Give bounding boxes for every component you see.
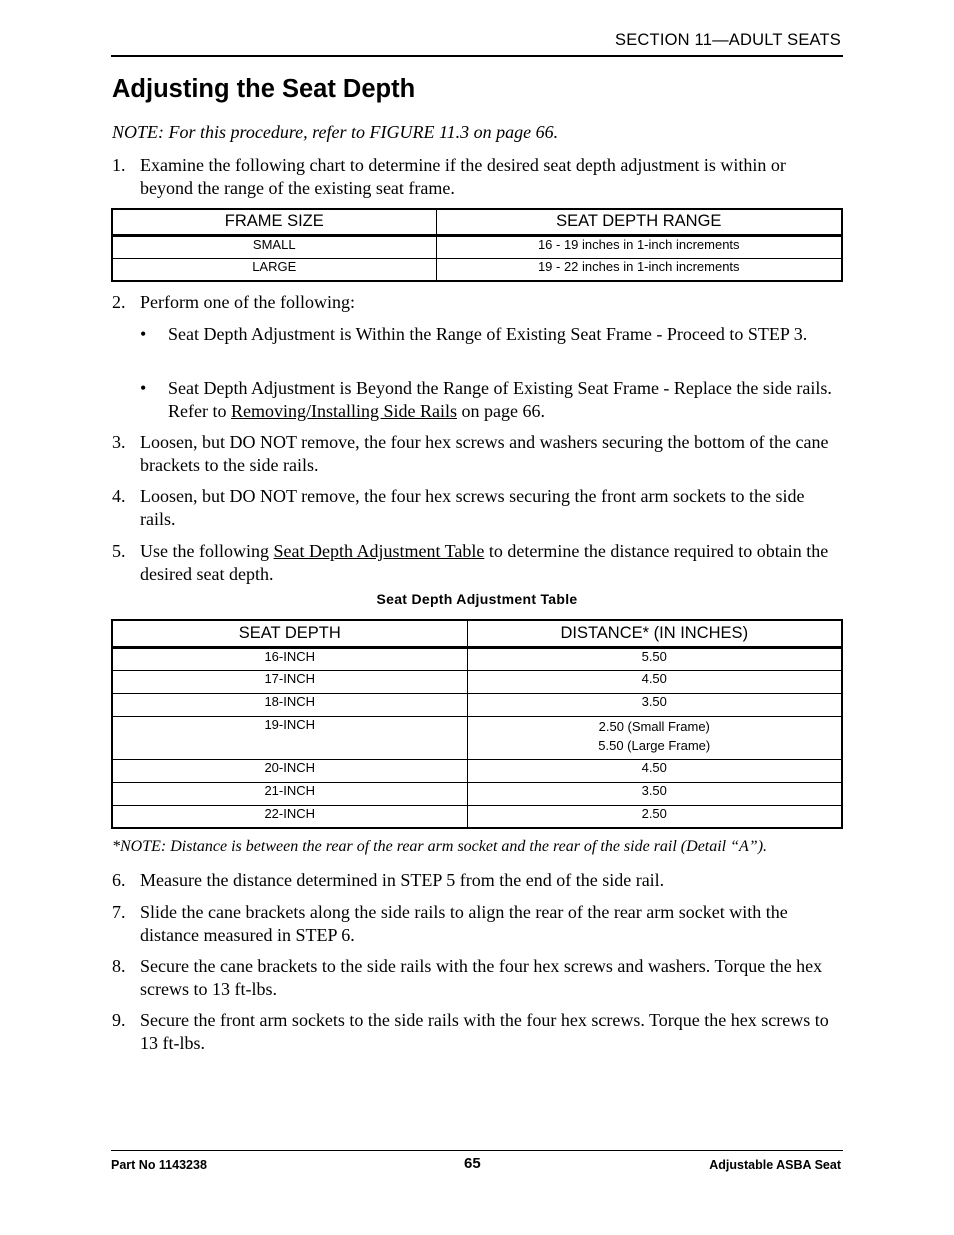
step-text-part: to determine the distance required to obtain the desired seat depth.	[140, 541, 829, 584]
table-cell: 4.50	[467, 759, 842, 782]
step-text: Loosen, but DO NOT remove, the four hex screws securing the front arm sockets to the side rails.	[140, 486, 805, 529]
step-2	[112, 291, 843, 314]
step-text: Measure the distance determined in STEP 5 from the end of the side rail.	[140, 870, 665, 890]
table-row	[112, 235, 842, 258]
bullet-text	[168, 377, 843, 422]
table-cell: 22-INCH	[112, 805, 467, 828]
distance-footnote: *NOTE: Distance is between the rear of the rear arm socket and the rear of the side rail (Detail “A”).	[112, 838, 768, 855]
adjustment-table-title: Seat Depth Adjustment Table	[376, 591, 578, 607]
step-text	[140, 540, 843, 585]
table-cell: 2.50	[467, 805, 842, 828]
table-cell: 16 - 19 inches in 1-inch increments	[436, 235, 842, 258]
frame-size-table	[111, 208, 843, 282]
step-text: Examine the following chart to determine if the desired seat depth adjustment is within or beyond the range of the existing seat frame.	[140, 155, 786, 198]
table-cell: 3.50	[467, 782, 842, 805]
table-cell: 20-INCH	[112, 759, 467, 782]
step-text-part: Use the following	[140, 541, 274, 561]
bullet-mark: •	[140, 324, 147, 344]
table-row	[112, 759, 842, 782]
table-cell: 21-INCH	[112, 782, 467, 805]
column-header: SEAT DEPTH	[112, 620, 467, 647]
step-text: Secure the front arm sockets to the side rails with the four hex screws. Torque the hex screws to 13 ft-lbs.	[140, 1010, 829, 1053]
table-row	[112, 258, 842, 281]
step-9	[112, 1009, 843, 1054]
table-cell: 4.50	[467, 670, 842, 693]
bullet-text-part: on page 66.	[456, 400, 545, 421]
table-header-row	[112, 209, 842, 235]
table-header-row	[112, 620, 842, 647]
product-name: Adjustable ASBA Seat	[709, 1158, 841, 1172]
step-number: 1.	[112, 155, 126, 175]
step-number: 5.	[112, 541, 126, 561]
header-rule	[111, 55, 843, 57]
table-cell: LARGE	[112, 258, 436, 281]
footer-rule	[111, 1150, 843, 1151]
table-cell: 3.50	[467, 693, 842, 716]
bullet-mark: •	[140, 378, 147, 398]
link-seat-depth-adjustment-table[interactable]: Seat Depth Adjustment Table	[273, 541, 485, 561]
step-4	[112, 485, 843, 530]
step-8	[112, 955, 843, 1000]
step-number: 9.	[112, 1010, 126, 1030]
step-1	[112, 154, 843, 199]
part-number: Part No 1143238	[111, 1158, 207, 1172]
column-header: FRAME SIZE	[112, 209, 436, 235]
step-3	[112, 431, 843, 476]
table-cell: 5.50	[467, 647, 842, 670]
step-7	[112, 901, 843, 946]
column-header: SEAT DEPTH RANGE	[436, 209, 842, 235]
table-cell	[467, 716, 842, 759]
link-removing-installing-side-rails[interactable]: Removing/Installing Side Rails	[230, 400, 457, 421]
table-cell: 18-INCH	[112, 693, 467, 716]
seat-depth-adjustment-table	[111, 619, 843, 829]
step-text: Slide the cane brackets along the side rails to align the rear of the rear arm socket with the distance measured in STEP 6.	[140, 902, 788, 945]
page-number: 65	[464, 1155, 481, 1172]
step-number: 7.	[112, 902, 126, 922]
procedure-note: NOTE: For this procedure, refer to FIGURE 11.3 on page 66.	[112, 122, 559, 142]
step-number: 2.	[112, 292, 126, 312]
step-5	[112, 540, 843, 585]
column-header: DISTANCE* (IN INCHES)	[467, 620, 842, 647]
table-row	[112, 647, 842, 670]
section-header: SECTION 11—ADULT SEATS	[615, 31, 841, 49]
page-title: Adjusting the Seat Depth	[112, 75, 416, 103]
table-cell: 17-INCH	[112, 670, 467, 693]
bullet-text: Seat Depth Adjustment is Within the Range of Existing Seat Frame - Proceed to STEP 3.	[168, 324, 808, 344]
step-text: Secure the cane brackets to the side rails with the four hex screws and washers. Torque the hex screws to 13 ft-lbs.	[140, 956, 823, 999]
bullet-item-within-range	[140, 323, 843, 346]
step-6	[112, 869, 843, 892]
step-text: Loosen, but DO NOT remove, the four hex screws and washers securing the bottom of the cane brackets to the side rails.	[140, 432, 829, 475]
table-cell: 19 - 22 inches in 1-inch increments	[436, 258, 842, 281]
step-number: 8.	[112, 956, 126, 976]
table-row	[112, 693, 842, 716]
table-cell: SMALL	[112, 235, 436, 258]
cell-line: 5.50 (Large Frame)	[598, 737, 711, 753]
table-row	[112, 716, 842, 759]
table-row	[112, 782, 842, 805]
cell-line: 2.50 (Small Frame)	[598, 718, 710, 734]
step-number: 6.	[112, 870, 126, 890]
step-number: 3.	[112, 432, 126, 452]
step-number: 4.	[112, 486, 126, 506]
table-row	[112, 805, 842, 828]
step-text: Perform one of the following:	[140, 292, 355, 312]
table-cell: 19-INCH	[112, 716, 467, 759]
bullet-text-part: Seat Depth Adjustment is Beyond the Range of Existing Seat Frame - Replace the side rails. Refer to	[168, 378, 832, 421]
bullet-item-beyond-range	[140, 377, 843, 422]
table-cell: 16-INCH	[112, 647, 467, 670]
table-row	[112, 670, 842, 693]
